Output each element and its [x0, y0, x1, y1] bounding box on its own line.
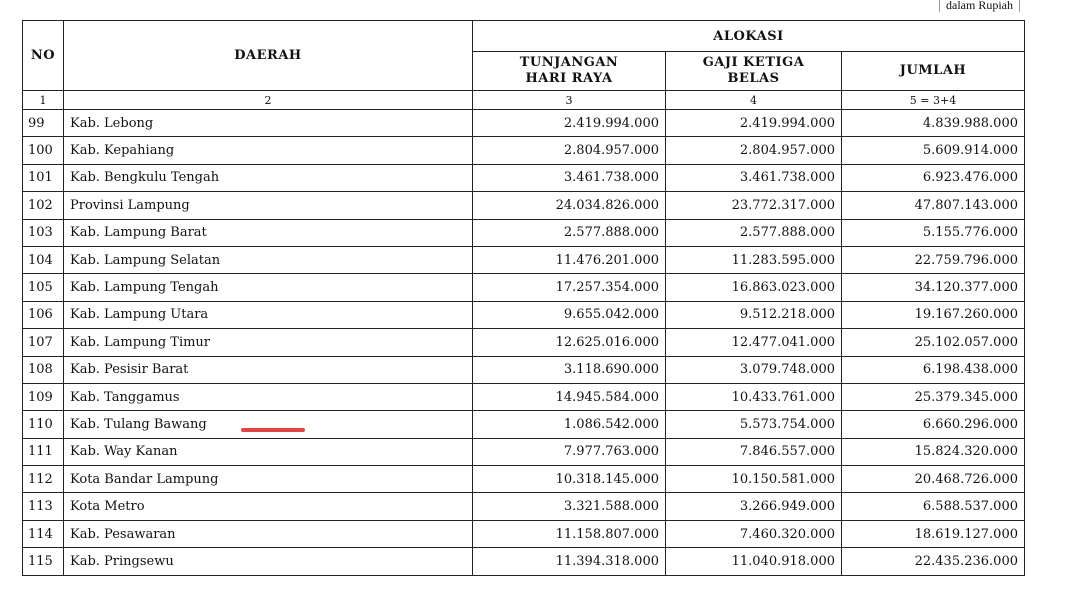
region-name: Kab. Lampung Timur	[64, 329, 473, 356]
total-value: 6.588.537.000	[842, 493, 1025, 520]
g13-value: 16.863.023.000	[666, 274, 842, 301]
index-cell: 2	[64, 91, 473, 110]
g13-value: 3.266.949.000	[666, 493, 842, 520]
thr-value: 11.394.318.000	[473, 548, 666, 575]
thr-value: 10.318.145.000	[473, 466, 666, 493]
region-name: Kab. Lampung Utara	[64, 301, 473, 328]
g13-value: 2.419.994.000	[666, 110, 842, 137]
region-name: Kota Metro	[64, 493, 473, 520]
region-name: Provinsi Lampung	[64, 192, 473, 219]
table-row	[23, 246, 1025, 273]
table-row	[23, 411, 1025, 438]
region-name: Kab. Pesisir Barat	[64, 356, 473, 383]
g13-value: 2.577.888.000	[666, 219, 842, 246]
thr-value: 24.034.826.000	[473, 192, 666, 219]
total-value: 18.619.127.000	[842, 520, 1025, 547]
g13-value: 11.040.918.000	[666, 548, 842, 575]
thr-value: 14.945.584.000	[473, 383, 666, 410]
row-number: 101	[23, 164, 64, 191]
row-number: 109	[23, 383, 64, 410]
header-region: DAERAH	[64, 21, 473, 91]
thr-value: 3.321.588.000	[473, 493, 666, 520]
table-row	[23, 110, 1025, 137]
total-value: 4.839.988.000	[842, 110, 1025, 137]
row-number: 112	[23, 466, 64, 493]
thr-value: 11.158.807.000	[473, 520, 666, 547]
total-value: 22.435.236.000	[842, 548, 1025, 575]
index-cell: 4	[666, 91, 842, 110]
row-number: 107	[23, 329, 64, 356]
row-number: 99	[23, 110, 64, 137]
region-name: Kab. Kepahiang	[64, 137, 473, 164]
index-cell: 1	[23, 91, 64, 110]
total-value: 5.609.914.000	[842, 137, 1025, 164]
region-name: Kab. Tanggamus	[64, 383, 473, 410]
region-name: Kab. Lampung Selatan	[64, 246, 473, 273]
total-value: 20.468.726.000	[842, 466, 1025, 493]
header-thr	[473, 52, 666, 91]
header-g13-line1: GAJI KETIGA	[702, 55, 805, 70]
row-number: 115	[23, 548, 64, 575]
row-number: 100	[23, 137, 64, 164]
thr-value: 2.419.994.000	[473, 110, 666, 137]
thr-value: 3.118.690.000	[473, 356, 666, 383]
region-name: Kota Bandar Lampung	[64, 466, 473, 493]
table-row	[23, 137, 1025, 164]
table-row	[23, 520, 1025, 547]
row-number: 104	[23, 246, 64, 273]
row-number: 108	[23, 356, 64, 383]
total-value: 25.379.345.000	[842, 383, 1025, 410]
g13-value: 12.477.041.000	[666, 329, 842, 356]
region-name: Kab. Pringsewu	[64, 548, 473, 575]
total-value: 6.660.296.000	[842, 411, 1025, 438]
table-row	[23, 329, 1025, 356]
region-name: Kab. Bengkulu Tengah	[64, 164, 473, 191]
thr-value: 2.804.957.000	[473, 137, 666, 164]
total-value: 47.807.143.000	[842, 192, 1025, 219]
table-row	[23, 192, 1025, 219]
g13-value: 3.079.748.000	[666, 356, 842, 383]
total-value: 6.923.476.000	[842, 164, 1025, 191]
total-value: 5.155.776.000	[842, 219, 1025, 246]
total-value: 6.198.438.000	[842, 356, 1025, 383]
g13-value: 11.283.595.000	[666, 246, 842, 273]
g13-value: 10.433.761.000	[666, 383, 842, 410]
index-cell: 3	[473, 91, 666, 110]
table-row	[23, 493, 1025, 520]
table-row	[23, 164, 1025, 191]
highlight-underline	[241, 428, 305, 432]
region-name: Kab. Way Kanan	[64, 438, 473, 465]
g13-value: 23.772.317.000	[666, 192, 842, 219]
region-name: Kab. Lebong	[64, 110, 473, 137]
thr-value: 12.625.016.000	[473, 329, 666, 356]
table-row	[23, 356, 1025, 383]
table-row	[23, 383, 1025, 410]
g13-value: 3.461.738.000	[666, 164, 842, 191]
row-number: 103	[23, 219, 64, 246]
g13-value: 5.573.754.000	[666, 411, 842, 438]
total-value: 22.759.796.000	[842, 246, 1025, 273]
table-row	[23, 548, 1025, 575]
total-value: 34.120.377.000	[842, 274, 1025, 301]
g13-value: 7.460.320.000	[666, 520, 842, 547]
region-name: Kab. Tulang Bawang	[64, 411, 473, 438]
thr-value: 2.577.888.000	[473, 219, 666, 246]
table-row	[23, 274, 1025, 301]
thr-value: 1.086.542.000	[473, 411, 666, 438]
region-name: Kab. Pesawaran	[64, 520, 473, 547]
header-allocation: ALOKASI	[473, 21, 1025, 52]
header-thr-line2: HARI RAYA	[525, 71, 613, 86]
g13-value: 2.804.957.000	[666, 137, 842, 164]
row-number: 105	[23, 274, 64, 301]
region-name: Kab. Lampung Tengah	[64, 274, 473, 301]
total-value: 19.167.260.000	[842, 301, 1025, 328]
row-number: 111	[23, 438, 64, 465]
total-value: 25.102.057.000	[842, 329, 1025, 356]
table-row	[23, 438, 1025, 465]
row-number: 113	[23, 493, 64, 520]
header-g13	[666, 52, 842, 91]
g13-value: 9.512.218.000	[666, 301, 842, 328]
index-cell: 5 = 3+4	[842, 91, 1025, 110]
header-total: JUMLAH	[842, 52, 1025, 91]
table-row	[23, 219, 1025, 246]
thr-value: 9.655.042.000	[473, 301, 666, 328]
unit-label: dalam Rupiah	[939, 0, 1020, 12]
g13-value: 7.846.557.000	[666, 438, 842, 465]
header-thr-line1: TUNJANGAN	[519, 55, 619, 70]
thr-value: 7.977.763.000	[473, 438, 666, 465]
table-row	[23, 466, 1025, 493]
row-number: 102	[23, 192, 64, 219]
g13-value: 10.150.581.000	[666, 466, 842, 493]
row-number: 106	[23, 301, 64, 328]
thr-value: 17.257.354.000	[473, 274, 666, 301]
thr-value: 11.476.201.000	[473, 246, 666, 273]
region-name: Kab. Lampung Barat	[64, 219, 473, 246]
header-no: NO	[23, 21, 64, 91]
header-g13-line2: BELAS	[727, 71, 780, 86]
thr-value: 3.461.738.000	[473, 164, 666, 191]
total-value: 15.824.320.000	[842, 438, 1025, 465]
row-number: 114	[23, 520, 64, 547]
row-number: 110	[23, 411, 64, 438]
allocation-table	[22, 20, 1025, 576]
table-row	[23, 301, 1025, 328]
